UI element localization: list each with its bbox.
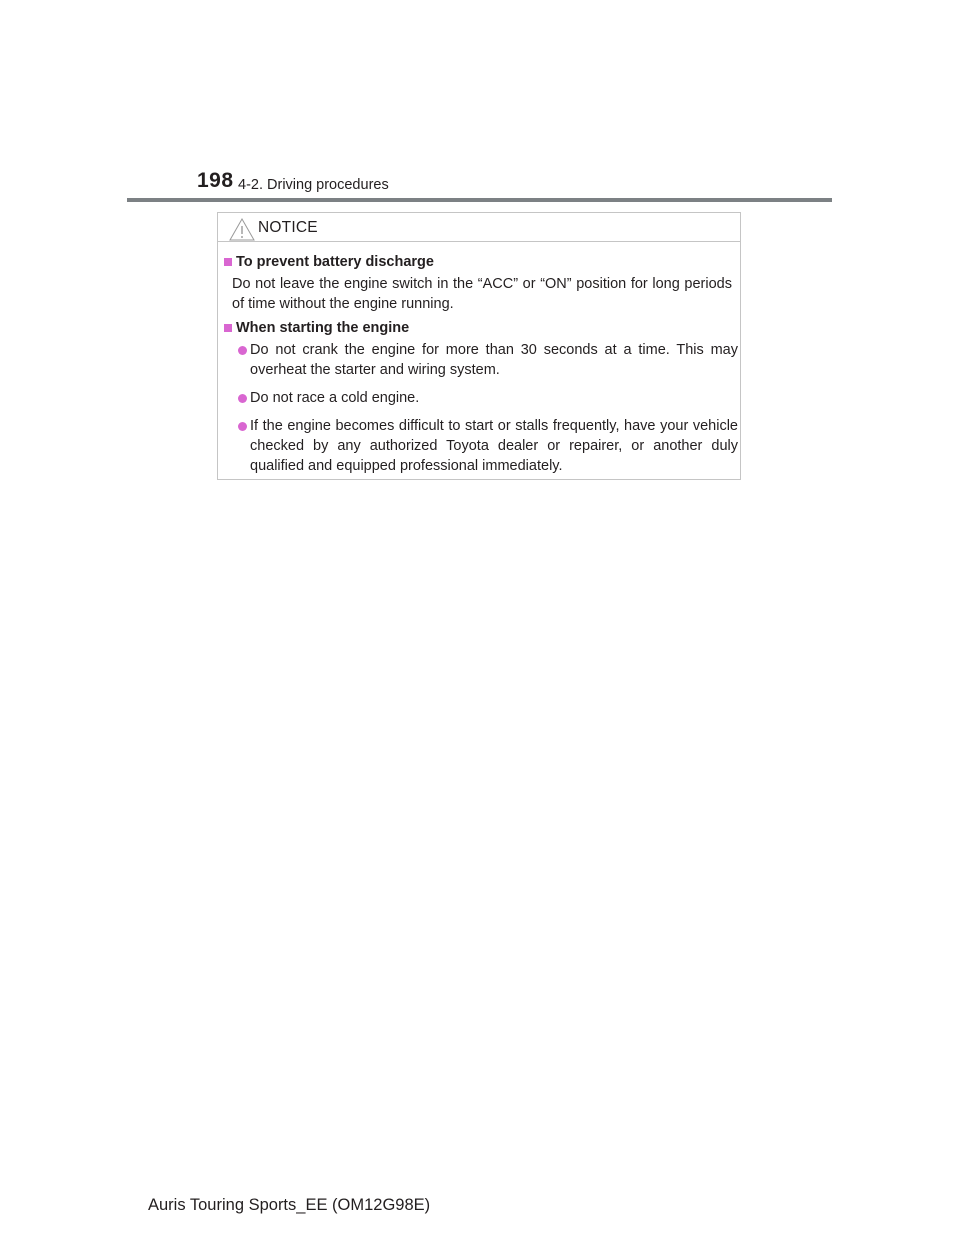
section-heading: To prevent battery discharge <box>236 254 434 270</box>
round-bullet-icon <box>238 422 247 431</box>
footer-model-code: Auris Touring Sports_EE (OM12G98E) <box>148 1196 431 1214</box>
square-bullet-icon <box>224 258 232 266</box>
header-divider <box>127 198 832 202</box>
list-item: Do not race a cold engine. <box>250 390 420 406</box>
list-item: If the engine becomes difficult to start or stalls frequently, have your vehicle checked by any authorized Toyota dealer or repairer, or another duly qualified and equipped professional immediately. <box>250 418 738 474</box>
round-bullet-icon <box>238 394 247 403</box>
warning-triangle-icon <box>229 218 255 241</box>
notice-box <box>217 212 741 480</box>
notice-header <box>218 213 740 242</box>
square-bullet-icon <box>224 324 232 332</box>
section-paragraph: Do not leave the engine switch in the “ACC” or “ON” position for long periods of time without the engine running. <box>232 276 732 312</box>
list-item: Do not crank the engine for more than 30 seconds at a time. This may overheat the starter and wiring system. <box>250 342 738 378</box>
section-heading: When starting the engine <box>236 320 410 336</box>
page-number: 198 <box>197 169 234 192</box>
section-title: 4-2. Driving procedures <box>238 177 389 193</box>
page-header <box>0 0 960 205</box>
notice-title: NOTICE <box>258 219 318 236</box>
round-bullet-icon <box>238 346 247 355</box>
